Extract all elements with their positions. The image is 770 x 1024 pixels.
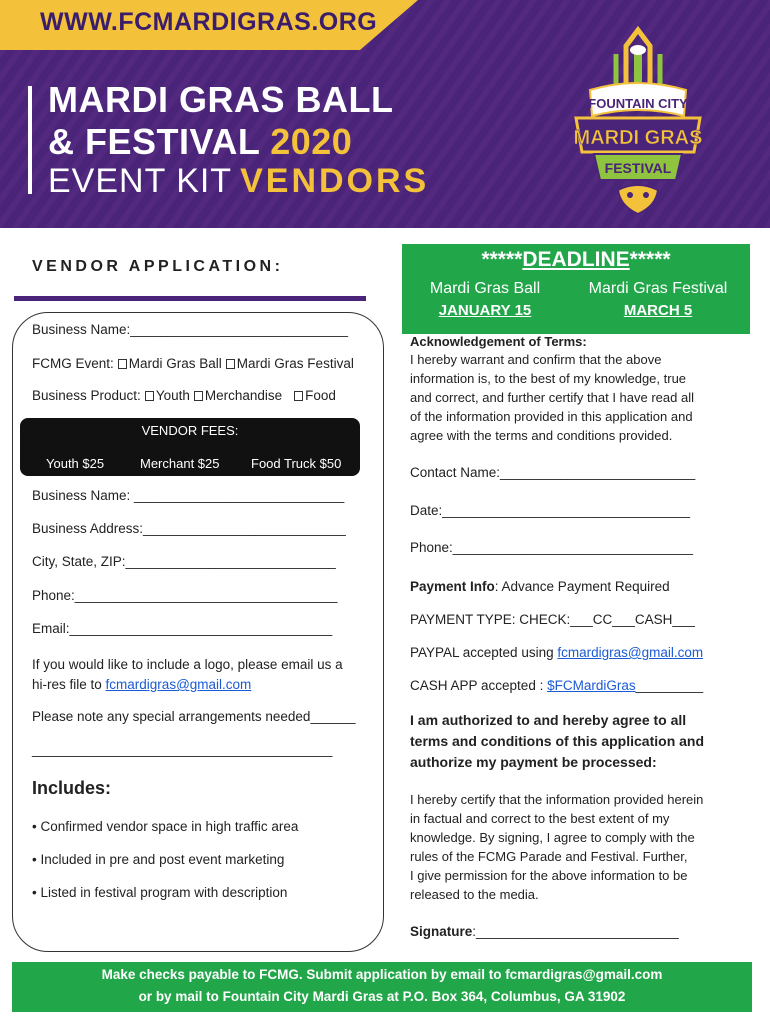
certification-text	[410, 790, 703, 904]
title-line-3	[48, 164, 429, 198]
fcmg-event-field	[32, 356, 354, 371]
cert-line: released to the media.	[410, 887, 539, 902]
cert-line: I give permission for the above information to be	[410, 868, 688, 883]
logo-note-text: hi-res file to	[32, 677, 102, 692]
title-line-2	[48, 121, 353, 162]
fee-merchant: Merchant $25	[140, 456, 220, 471]
deadline-festival	[576, 280, 740, 319]
phone-field[interactable]: Phone:___________________________________	[32, 588, 338, 603]
business-name-field[interactable]: Business Name:_____________________________	[32, 322, 349, 337]
deadline-ball-label: Mardi Gras Ball	[429, 280, 541, 297]
opt-youth: Youth	[155, 388, 190, 403]
paypal-line	[410, 645, 703, 660]
ack-line: information is, to the best of my knowledge, true	[410, 371, 687, 386]
cashapp-blank: _________	[635, 678, 704, 693]
special-arrangements-line[interactable]: ________________________________________	[32, 742, 333, 757]
city-state-zip-field[interactable]: City, State, ZIP:____________________________	[32, 554, 336, 569]
opt-mardi-gras-ball: Mardi Gras Ball	[128, 356, 222, 371]
title-line-2-text: & FESTIVAL	[48, 121, 260, 162]
title-vendors: VENDORS	[240, 162, 430, 200]
logo-note-line-2	[32, 677, 251, 692]
payment-type-field[interactable]: PAYMENT TYPE: CHECK:___CC___CASH___	[410, 612, 695, 627]
header-banner	[0, 0, 770, 228]
cert-line: in factual and correct to the best extent of my	[410, 811, 670, 826]
cashapp-tag[interactable]: $FCMardiGras	[547, 678, 636, 693]
deadline-festival-label: Mardi Gras Festival	[588, 280, 728, 297]
deadline-stars-left: *****	[481, 248, 523, 271]
acknowledgement-text	[410, 350, 694, 445]
payment-info-value: : Advance Payment Required	[494, 579, 670, 594]
deadline-box	[402, 244, 750, 334]
cert-line: I hereby certify that the information provided herein	[410, 792, 704, 807]
vendor-application-title: VENDOR APPLICATION:	[32, 258, 284, 275]
fountain-city-mardi-gras-logo	[568, 24, 708, 224]
business-product-field	[32, 388, 336, 403]
authorization-statement	[410, 710, 750, 773]
deadline-stars-right: *****	[629, 248, 671, 271]
title-underline	[14, 296, 366, 301]
cert-line: rules of the FCMG Parade and Festival. Further,	[410, 849, 688, 864]
ack-line: of the information provided in this application and	[410, 409, 693, 424]
deadline-word: DEADLINE	[522, 248, 630, 271]
includes-title: Includes:	[32, 778, 112, 798]
signature-label: Signature	[410, 924, 473, 939]
business-product-label: Business Product:	[32, 388, 141, 403]
checkbox-merchandise[interactable]	[194, 391, 203, 401]
contact-name-field[interactable]: Contact Name:__________________________	[410, 465, 696, 480]
special-arrangements-field[interactable]: Please note any special arrangements needed______	[32, 709, 356, 724]
paypal-email-link[interactable]: fcmardigras@gmail.com	[557, 645, 704, 660]
deadline-ball-date: JANUARY 15	[438, 302, 532, 319]
vendor-fees-box	[20, 418, 360, 476]
ack-line: I hereby warrant and confirm that the above	[410, 352, 662, 367]
footer-line-2: or by mail to Fountain City Mardi Gras at P.O. Box 364, Columbus, GA 31902	[138, 989, 626, 1004]
logo-email-link[interactable]: fcmardigras@gmail.com	[105, 677, 252, 692]
ack-line: agree with the terms and conditions provided.	[410, 428, 673, 443]
includes-item: • Confirmed vendor space in high traffic area	[32, 819, 299, 834]
deadline-festival-date: MARCH 5	[623, 302, 693, 319]
logo-text-middle: MARDI GRAS	[573, 127, 703, 149]
date-field[interactable]: Date:_________________________________	[410, 503, 691, 518]
deadline-ball	[410, 280, 560, 319]
fcmg-event-label: FCMG Event:	[32, 356, 114, 371]
auth-line: I am authorized to and hereby agree to all	[410, 712, 687, 728]
payment-info	[410, 579, 670, 594]
business-address-field[interactable]: Business Address:___________________________	[32, 521, 346, 536]
title-divider	[28, 86, 32, 194]
fee-youth: Youth $25	[46, 456, 105, 471]
checkbox-mardi-gras-festival[interactable]	[226, 359, 235, 369]
deadline-title	[402, 248, 750, 272]
logo-note: If you would like to include a logo, please email us a	[32, 657, 343, 672]
checkbox-youth[interactable]	[145, 391, 154, 401]
cashapp-label: CASH APP accepted :	[410, 678, 544, 693]
includes-item: • Listed in festival program with description	[32, 885, 288, 900]
vendor-fees-title: VENDOR FEES:	[141, 423, 239, 438]
auth-line: terms and conditions of this application and	[410, 733, 705, 749]
fee-food-truck: Food Truck $50	[251, 456, 342, 471]
title-year: 2020	[270, 121, 353, 162]
signature-line: :___________________________	[472, 924, 679, 939]
paypal-label: PAYPAL accepted using	[410, 645, 554, 660]
ack-line: and correct, and further certify that I have read all	[410, 390, 694, 405]
business-name-field-2[interactable]: Business Name: ____________________________	[32, 488, 345, 503]
checkbox-mardi-gras-ball[interactable]	[118, 359, 127, 369]
logo-text-bottom: FESTIVAL	[604, 160, 672, 176]
includes-item: • Included in pre and post event marketing	[32, 852, 285, 867]
opt-merchandise: Merchandise	[204, 388, 283, 403]
logo-text-top: FOUNTAIN CITY	[588, 96, 688, 111]
acknowledgement-title: Acknowledgement of Terms:	[410, 334, 587, 349]
checkbox-food[interactable]	[294, 391, 303, 401]
auth-line: authorize my payment be processed:	[410, 754, 657, 770]
website-url: WWW.FCMARDIGRAS.ORG	[40, 8, 378, 36]
right-phone-field[interactable]: Phone:________________________________	[410, 540, 694, 555]
title-line-3-text: EVENT KIT	[48, 162, 233, 200]
footer-banner	[12, 962, 752, 1012]
cashapp-line	[410, 678, 703, 693]
payment-info-label: Payment Info	[410, 579, 495, 594]
footer-line-1: Make checks payable to FCMG. Submit application by email to fcmardigras@gmail.com	[101, 967, 663, 982]
opt-mardi-gras-festival: Mardi Gras Festival	[236, 356, 354, 371]
cert-line: knowledge. By signing, I agree to comply with the	[410, 830, 695, 845]
opt-food: Food	[305, 388, 336, 403]
signature-field[interactable]	[410, 924, 679, 939]
title-line-1: MARDI GRAS BALL	[48, 79, 394, 120]
email-field[interactable]: Email:___________________________________	[32, 621, 333, 636]
